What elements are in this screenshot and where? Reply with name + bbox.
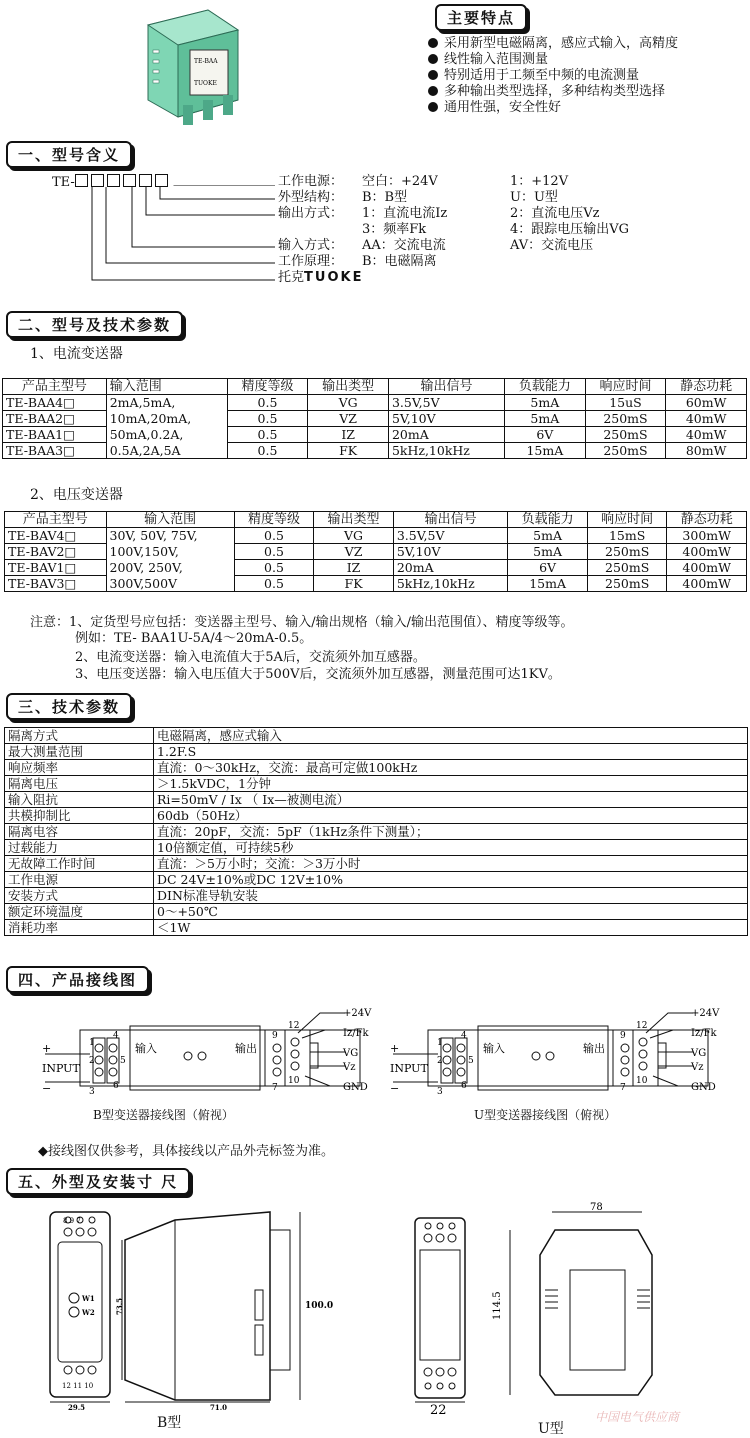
table-row: 工作电源 DC 24V±10%或DC 12V±10% bbox=[5, 872, 748, 888]
u-izfk-label: Iz/Fk bbox=[691, 1028, 717, 1039]
b-type-label: B型 bbox=[157, 1415, 182, 1431]
u-pin-label: 10 bbox=[636, 1076, 648, 1086]
section2-title: 二、型号及技术参数 bbox=[6, 311, 183, 338]
product-image bbox=[128, 5, 268, 130]
u-caption: U型变送器接线图（俯视） bbox=[474, 1108, 617, 1122]
b-width-dim: 29.5 bbox=[68, 1403, 86, 1410]
u-pin-label: 7 bbox=[620, 1083, 626, 1093]
feature-item: 通用性强，安全性好 bbox=[428, 100, 750, 116]
b-gnd-label: GND bbox=[343, 1082, 368, 1093]
table-row: 隔离电压 ＞1.5kVDC，1分钟 bbox=[5, 776, 748, 792]
b-terms-top: 8 9 7 bbox=[63, 1217, 81, 1225]
table-row: 输入阻抗 Ri=50mV / Ix （ Ix—被测电流） bbox=[5, 792, 748, 808]
table-row: 响应频率 直流：0～30kHz，交流：最高可定做100kHz bbox=[5, 760, 748, 776]
table-row: TE-BAV4□ 30V, 50V, 75V, 0.5 VG 3.5V,5V 5mA 15mS 300mW bbox=[5, 528, 747, 544]
note-example: 例如：TE- BAA1U-5A/4～20mA-0.5。 bbox=[75, 631, 313, 646]
w2-label: W2 bbox=[82, 1308, 95, 1317]
product-label-brand: TUOKE bbox=[194, 80, 217, 87]
u-pin-label: 12 bbox=[636, 1021, 648, 1031]
table-row: 隔离电容 直流：20pF，交流：5pF（1kHz条件下测量）； bbox=[5, 824, 748, 840]
model-code-leaders bbox=[60, 185, 280, 290]
table-row: TE-BAA1□ 50mA,0.2A, 0.5 IZ 20mA 6V 250mS 40mW bbox=[3, 427, 747, 443]
table-row: 安装方式 DIN标准导轨安装 bbox=[5, 888, 748, 904]
table-row: 额定环境温度 0～+50℃ bbox=[5, 904, 748, 920]
b-pin-label: 1 bbox=[89, 1038, 95, 1048]
b-depth-dim: 71.0 bbox=[210, 1403, 228, 1410]
b-out-label: 输出 bbox=[235, 1042, 257, 1055]
table-row: 隔离方式 电磁隔离，感应式输入 bbox=[5, 728, 748, 744]
w1-label: W1 bbox=[82, 1294, 95, 1303]
product-label-model: TE-BAA bbox=[194, 58, 218, 65]
table-row: 消耗功率 ＜1W bbox=[5, 920, 748, 936]
b-pin-label: 2 bbox=[89, 1056, 95, 1066]
u-pin-label: 5 bbox=[468, 1056, 474, 1066]
b-input-label: INPUT bbox=[42, 1062, 80, 1075]
note-1: 注意：1、定货型号应包括：变送器主型号、输入/输出规格（输入/输出范围值）、精度等级等。 bbox=[30, 615, 574, 630]
table-row: TE-BAA3□ 0.5A,2A,5A 0.5 FK 5kHz,10kHz 15mA 250mS 80mW bbox=[3, 443, 747, 459]
model-code: TE- bbox=[52, 174, 171, 190]
u-plus-sign: + bbox=[390, 1042, 400, 1055]
b-minus-sign: − bbox=[42, 1082, 52, 1095]
u-vg-label: VG bbox=[691, 1048, 707, 1059]
current-transmitter-subtitle: 1、电流变送器 bbox=[30, 346, 123, 362]
u-outline-drawing bbox=[400, 1200, 700, 1415]
table-header-row: 产品主型号 输入范围 精度等级 输出类型 输出信号 负载能力 响应时间 静态功耗 bbox=[5, 512, 747, 528]
u-pin-label: 3 bbox=[437, 1087, 443, 1097]
u-top-dim: 78 bbox=[590, 1202, 603, 1213]
u-plus24-label: +24V bbox=[691, 1008, 720, 1019]
table-row: 无故障工作时间 直流：＞5万小时；交流：＞3万小时 bbox=[5, 856, 748, 872]
wiring-remark: ◆接线图仅供参考，具体接线以产品外壳标签为准。 bbox=[38, 1144, 334, 1159]
b-outline-drawing bbox=[30, 1200, 340, 1410]
voltage-transmitter-subtitle: 2、电压变送器 bbox=[30, 487, 123, 503]
b-plus24-label: +24V bbox=[343, 1008, 372, 1019]
feature-item: 采用新型电磁隔离，感应式输入，高精度 bbox=[428, 36, 750, 52]
b-pin-label: 6 bbox=[113, 1081, 119, 1091]
section3-title: 三、技术参数 bbox=[6, 693, 132, 720]
b-pin-label: 10 bbox=[288, 1076, 300, 1086]
u-type-label: U型 bbox=[538, 1421, 564, 1437]
table-row: TE-BAV2□ 100V,150V, 0.5 VZ 5V,10V 5mA 250mS 400mW bbox=[5, 544, 747, 560]
table-row: 过载能力 10倍额定值，可持续5秒 bbox=[5, 840, 748, 856]
voltage-table bbox=[4, 511, 747, 592]
section4-title: 四、产品接线图 bbox=[6, 966, 149, 993]
u-gnd-label: GND bbox=[691, 1082, 716, 1093]
u-pin-label: 4 bbox=[461, 1031, 467, 1041]
feature-item: 多种输出类型选择，多种结构类型选择 bbox=[428, 84, 750, 100]
u-vz-label: Vz bbox=[691, 1062, 704, 1073]
u-out-label: 输出 bbox=[583, 1042, 605, 1055]
b-pin-label: 7 bbox=[272, 1083, 278, 1093]
features-list bbox=[428, 36, 750, 116]
tech-params-table bbox=[4, 727, 748, 936]
u-pin-label: 9 bbox=[620, 1031, 626, 1041]
u-width-dim: 22 bbox=[430, 1403, 447, 1415]
u-pin-label: 1 bbox=[437, 1038, 443, 1048]
u-input-label: INPUT bbox=[390, 1062, 428, 1075]
table-row: 最大测量范围 1.2F.S bbox=[5, 744, 748, 760]
section1-title: 一、型号含义 bbox=[6, 141, 132, 168]
table-row: TE-BAV1□ 200V, 250V, 0.5 IZ 20mA 6V 250mS 400mW bbox=[5, 560, 747, 576]
b-pin-label: 12 bbox=[288, 1021, 300, 1031]
b-wiring-diagram bbox=[40, 1008, 380, 1108]
b-terms-bottom: 12 11 10 bbox=[62, 1382, 94, 1390]
table-row: TE-BAA4□ 2mA,5mA, 0.5 VG 3.5V,5V 5mA 15uS 60mW bbox=[3, 395, 747, 411]
model-code-explain: 工作电源： 空白：+24V 1：+12V 外型结构： B：B型 U：U型 输出方式： 1：直流电流Iz 2：直流电压Vz 3：频率Fk 4：跟踪电压输出VG 输入方式： AA：交流电流 AV：交流电压 工作原理： B：电磁隔离 托克TUOKE bbox=[278, 174, 630, 285]
b-plus-sign: + bbox=[42, 1042, 52, 1055]
u-wiring-diagram bbox=[388, 1008, 748, 1108]
b-pin-label: 3 bbox=[89, 1087, 95, 1097]
table-row: TE-BAA2□ 10mA,20mA, 0.5 VZ 5V,10V 5mA 250mS 40mW bbox=[3, 411, 747, 427]
b-caption: B型变送器接线图（俯视） bbox=[93, 1108, 234, 1122]
note-2: 2、电流变送器：输入电流值大于5A后，交流须外加互感器。 bbox=[75, 650, 426, 665]
b-vz-label: Vz bbox=[343, 1062, 356, 1073]
u-pin-label: 6 bbox=[461, 1081, 467, 1091]
table-row: TE-BAV3□ 300V,500V 0.5 FK 5kHz,10kHz 15mA 250mS 400mW bbox=[5, 576, 747, 592]
features-title: 主要特点 bbox=[435, 4, 527, 31]
u-pin-label: 2 bbox=[437, 1056, 443, 1066]
b-total-dim: 100.0 bbox=[305, 1301, 334, 1311]
b-pin-label: 5 bbox=[120, 1056, 126, 1066]
u-height-dim: 114.5 bbox=[492, 1291, 503, 1320]
u-in-label: 输入 bbox=[483, 1042, 505, 1055]
b-izfk-label: Iz/Fk bbox=[343, 1028, 369, 1039]
feature-item: 特别适用于工频至中频的电流测量 bbox=[428, 68, 750, 84]
b-height-dim: 73.5 bbox=[115, 1297, 124, 1315]
table-row: 共模抑制比 60db（50Hz） bbox=[5, 808, 748, 824]
b-vg-label: VG bbox=[343, 1048, 359, 1059]
b-pin-label: 4 bbox=[113, 1031, 119, 1041]
watermark-text: 中国电气供应商 bbox=[595, 1410, 680, 1424]
u-minus-sign: − bbox=[390, 1082, 400, 1095]
feature-item: 线性输入范围测量 bbox=[428, 52, 750, 68]
table-header-row: 产品主型号 输入范围 精度等级 输出类型 输出信号 负载能力 响应时间 静态功耗 bbox=[3, 379, 747, 395]
b-pin-label: 9 bbox=[272, 1031, 278, 1041]
b-in-label: 输入 bbox=[135, 1042, 157, 1055]
current-table bbox=[2, 378, 747, 459]
section5-title: 五、外型及安装寸 尺 bbox=[6, 1168, 190, 1195]
note-3: 3、电压变送器：输入电压值大于500V后，交流须外加互感器，测量范围可达1KV。 bbox=[75, 667, 561, 682]
